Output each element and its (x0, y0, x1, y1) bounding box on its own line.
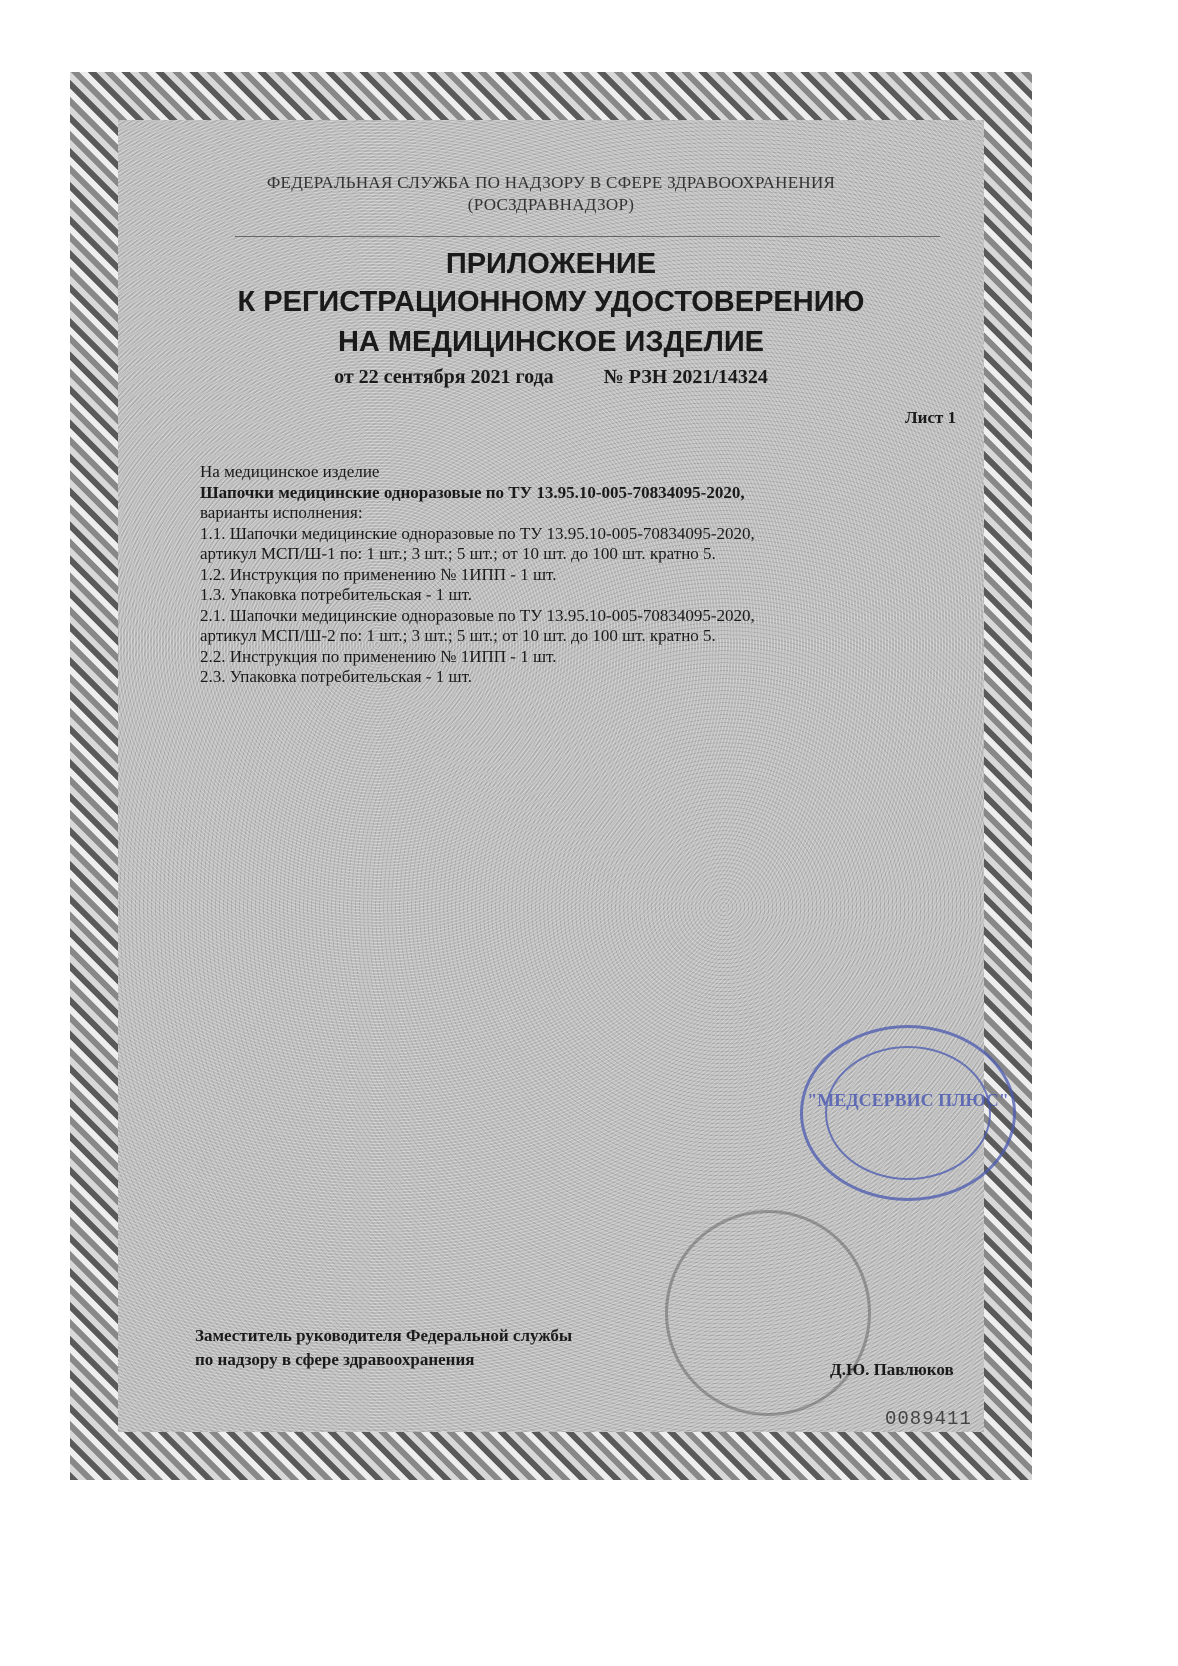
title-line-2: К РЕГИСТРАЦИОННОМУ УДОСТОВЕРЕНИЮ (237, 286, 865, 318)
stamp-text: "МЕДСЕРВИС ПЛЮС" (807, 1090, 1009, 1110)
title-line-3: НА МЕДИЦИНСКОЕ ИЗДЕЛИЕ (337, 326, 765, 358)
intro: На медицинское изделие (200, 462, 380, 481)
signatory-title-1: Заместитель руководителя Федеральной службы (195, 1326, 573, 1345)
official-seal (665, 1210, 871, 1416)
list-item: 1.1. Шапочки медицинские одноразовые по ТУ 13.95.10-005-70834095-2020, (200, 523, 755, 543)
signatory-title-2: по надзору в сфере здравоохранения (195, 1350, 475, 1369)
list-item: 2.3. Упаковка потребительская - 1 шт. (200, 667, 472, 686)
signatory-name: Д.Ю. Павлюков (830, 1360, 954, 1379)
list-item: артикул МСП/Ш-1 по: 1 шт.; 3 шт.; 5 шт.; от 10 шт. до 100 шт. кратно 5. (200, 544, 716, 563)
variants-label: варианты исполнения: (200, 503, 363, 522)
list-item: 1.3. Упаковка потребительская - 1 шт. (200, 585, 472, 604)
registration-number: № РЗН 2021/14324 (603, 366, 768, 388)
divider (235, 236, 940, 237)
registration-date: от 22 сентября 2021 года (334, 366, 554, 388)
list-item: 2.2. Инструкция по применению № 1ИПП - 1 шт. (200, 646, 557, 666)
document-body (200, 462, 755, 688)
title-line-1: ПРИЛОЖЕНИЕ (445, 248, 657, 280)
sheet-number: Лист 1 (905, 408, 957, 427)
list-item: 2.1. Шапочки медицинские одноразовые по ТУ 13.95.10-005-70834095-2020, (200, 605, 755, 625)
agency-name: ФЕДЕРАЛЬНАЯ СЛУЖБА ПО НАДЗОРУ В СФЕРЕ ЗДРАВООХРАНЕНИЯ (266, 173, 836, 192)
product-name: Шапочки медицинские одноразовые по ТУ 13.95.10-005-70834095-2020, (200, 482, 745, 502)
date-line (118, 366, 984, 389)
list-item: 1.2. Инструкция по применению № 1ИПП - 1 шт. (200, 564, 557, 584)
list-item: артикул МСП/Ш-2 по: 1 шт.; 3 шт.; 5 шт.; от 10 шт. до 100 шт. кратно 5. (200, 626, 716, 645)
form-serial-number: 0089411 (885, 1408, 972, 1430)
agency-abbreviation: (РОСЗДРАВНАДЗОР) (467, 195, 635, 214)
company-stamp (800, 1025, 1016, 1201)
